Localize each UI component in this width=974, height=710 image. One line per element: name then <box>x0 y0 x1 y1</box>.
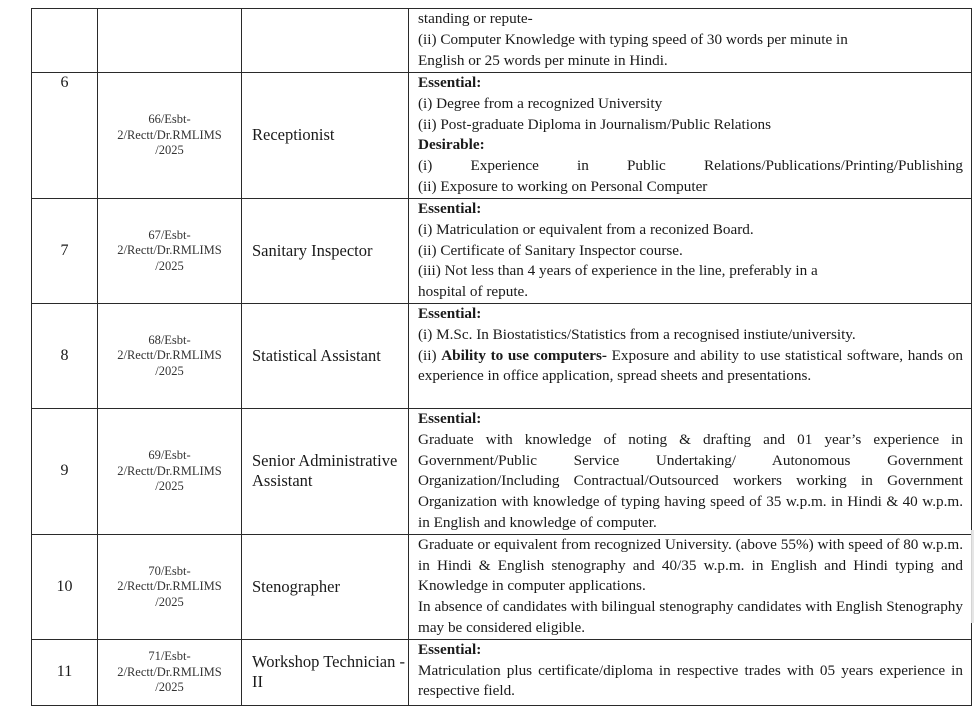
qualification-text: (ii) Post-graduate Diploma in Journalism/Public Relations <box>418 115 772 133</box>
section-heading <box>418 304 963 325</box>
qualification-text <box>418 346 963 388</box>
serial-number-cell: 10 <box>32 534 98 639</box>
ref-line: /2025 <box>155 258 184 273</box>
ref-line: /2025 <box>155 363 184 378</box>
ref-line: 2/Rectt/Dr.RMLIMS <box>117 664 222 679</box>
ref-line: 70/Esbt- <box>148 563 191 578</box>
qualification-text: (ii) Exposure to working on Personal Computer <box>418 177 708 195</box>
serial-number-cell: 8 <box>32 304 98 409</box>
qualification-text: hospital of repute. <box>418 283 529 301</box>
ref-line: 69/Esbt- <box>148 448 191 463</box>
post-name-cell: Workshop Technician - II <box>242 639 409 705</box>
qualification-cell <box>409 409 972 535</box>
qualification-cell <box>409 304 972 409</box>
ref-line: 2/Rectt/Dr.RMLIMS <box>117 348 222 363</box>
ref-line: 67/Esbt- <box>148 227 191 242</box>
qualification-text: English or 25 words per minute in Hindi. <box>418 51 668 69</box>
section-heading-label: Essential: <box>418 640 482 658</box>
advertisement-ref-cell <box>98 639 242 705</box>
ref-line: /2025 <box>155 479 184 494</box>
serial-number-cell <box>32 9 98 73</box>
table-row <box>32 534 972 639</box>
section-heading-label: Desirable: <box>418 136 485 154</box>
serial-number-cell: 9 <box>32 409 98 535</box>
ref-line: 2/Rectt/Dr.RMLIMS <box>117 127 222 142</box>
recruitment-table <box>31 8 972 706</box>
section-heading <box>418 199 963 220</box>
qualification-text: Matriculation plus certificate/diploma in respective trades with 05 years experience in respective field. <box>418 661 963 700</box>
qualification-cell <box>409 639 972 705</box>
qualification-text: (i) M.Sc. In Biostatistics/Statistics from a recognised instiute/university. <box>418 325 856 343</box>
table-row <box>32 73 972 199</box>
qualification-text: standing or repute- <box>418 10 533 27</box>
serial-number-cell: 6 <box>32 73 98 199</box>
item-text: Exposure and ability to use statistical software, hands on experience in office application, spread sheets and presentations. <box>418 346 963 385</box>
advertisement-ref-cell <box>98 409 242 535</box>
emphasis-text: Ability to use computers- <box>441 346 607 364</box>
ref-line: 2/Rectt/Dr.RMLIMS <box>117 243 222 258</box>
ref-line: 66/Esbt- <box>148 112 191 127</box>
qualification-cell <box>409 9 972 73</box>
ref-line: 71/Esbt- <box>148 649 191 664</box>
table-row <box>32 409 972 535</box>
post-name-cell: Sanitary Inspector <box>242 199 409 304</box>
item-prefix: (ii) <box>418 346 442 364</box>
qualification-text: (ii) Computer Knowledge with typing speed of 30 words per minute in <box>418 30 848 48</box>
advertisement-ref-cell <box>98 73 242 199</box>
qualification-text: (iii) Not less than 4 years of experience in the line, preferably in a <box>418 262 818 280</box>
post-name-cell: Receptionist <box>242 73 409 199</box>
post-name-cell <box>242 9 409 73</box>
section-heading-label: Essential: <box>418 74 482 91</box>
section-heading <box>418 73 963 94</box>
serial-number-cell: 7 <box>32 199 98 304</box>
serial-number-cell: 11 <box>32 639 98 705</box>
qualification-cell <box>409 199 972 304</box>
post-name-cell: Stenographer <box>242 534 409 639</box>
qualification-cell <box>409 534 972 639</box>
ref-line: /2025 <box>155 680 184 695</box>
qualification-text: Graduate or equivalent from recognized University. (above 55%) with speed of 80 w.p.m. in Hindi & English stenography and 40/35 w.p.m. in English and Hindi typing and Knowledge in computer applications. <box>418 535 963 595</box>
qualification-cell <box>409 73 972 199</box>
advertisement-ref-cell <box>98 199 242 304</box>
qualification-text: (i) Experience in Public Relations/Publications/Printing/Publishing <box>418 157 963 175</box>
qualification-text: (ii) Certificate of Sanitary Inspector course. <box>418 241 683 259</box>
advertisement-ref-cell <box>98 304 242 409</box>
ref-line: 2/Rectt/Dr.RMLIMS <box>117 463 222 478</box>
section-heading <box>418 640 963 661</box>
section-heading-label: Essential: <box>418 200 482 217</box>
ref-line: /2025 <box>155 594 184 609</box>
qualification-text: In absence of candidates with bilingual stenography candidates with English Stenography may be considered eligible. <box>418 598 963 636</box>
table-row <box>32 304 972 409</box>
advertisement-ref-cell <box>98 534 242 639</box>
qualification-text: (i) Degree from a recognized University <box>418 94 663 112</box>
advertisement-ref-cell <box>98 9 242 73</box>
section-heading <box>418 409 963 430</box>
section-heading <box>418 135 963 156</box>
ref-line: /2025 <box>155 143 184 158</box>
post-name-cell: Senior Administrative Assistant <box>242 409 409 535</box>
table-row <box>32 9 972 73</box>
section-heading-label: Essential: <box>418 410 482 427</box>
ref-line: 68/Esbt- <box>148 332 191 347</box>
section-heading-label: Essential: <box>418 305 482 322</box>
table-row <box>32 199 972 304</box>
ref-line: 2/Rectt/Dr.RMLIMS <box>117 579 222 594</box>
qualification-text: (i) Matriculation or equivalent from a reconized Board. <box>418 220 754 238</box>
post-name-cell: Statistical Assistant <box>242 304 409 409</box>
table-row <box>32 639 972 705</box>
qualification-text: Graduate with knowledge of noting & drafting and 01 year’s experience in Government/Public Service Undertaking/ Autonomous Government Organization/Including Contractual/Outsourced workers working in Government Organization with knowledge of typing having speed of 35 w.p.m. in Hindi & 40 w.p.m. in English and knowledge of computer. <box>418 430 963 531</box>
